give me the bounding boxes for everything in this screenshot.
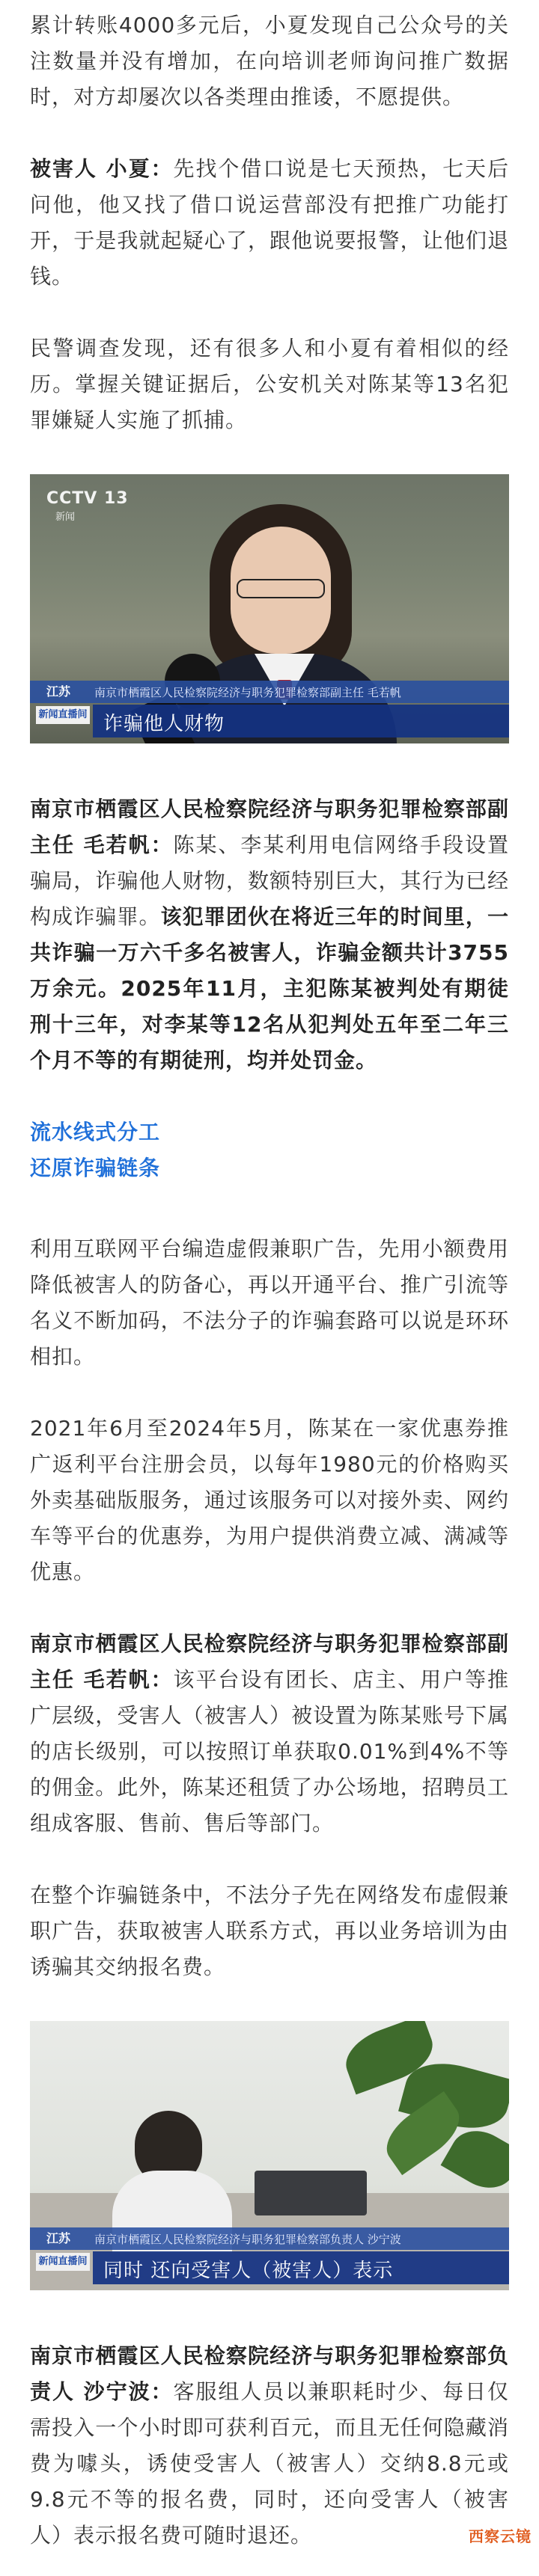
paragraph-8-text: 在整个诈骗链条中，不法分子先在网络发布虚假兼职广告，获取被害人联系方式，再以业务培训为由诱骗其交纳报名费。 bbox=[30, 1883, 509, 1979]
section-heading bbox=[30, 1114, 509, 1186]
caption-subtitle: 同时 还向受害人（被害人）表示 bbox=[103, 2260, 394, 2282]
paragraph-4-quote bbox=[30, 791, 509, 1079]
paragraph-5 bbox=[30, 1231, 509, 1375]
paragraph-5-text: 利用互联网平台编造虚假兼职广告，先用小额费用降低被害人的防备心，再以开通平台、推广引流等名义不断加码，不法分子的诈骗套路可以说是环环相扣。 bbox=[30, 1236, 509, 1369]
caption-program-tag: 新闻直播间 bbox=[36, 706, 90, 724]
section-heading-line-2: 还原诈骗链条 bbox=[30, 1156, 161, 1180]
caption-title: 南京市栖霞区人民检察院经济与职务犯罪检察部副主任 毛若帆 bbox=[94, 686, 401, 699]
quote-text: 先找个借口说是七天预热，七天后问他，他又找了借口说运营部没有把推广功能打开，于是我就起疑心了，跟他说要报警，让他们退钱。 bbox=[30, 156, 509, 289]
paragraph-9-quote bbox=[30, 2338, 509, 2554]
quote-speaker: 被害人 小夏： bbox=[30, 156, 174, 181]
news-screenshot-1 bbox=[30, 474, 509, 743]
paragraph-6-text: 2021年6月至2024年5月，陈某在一家优惠券推广返利平台注册会员，以每年1980元的价格购买外卖基础版服务，通过该服务可以对接外卖、网约车等平台的优惠券，为用户提供消费立减、满减等优惠。 bbox=[30, 1416, 509, 1584]
quote-speaker: 南京市栖霞区人民检察院经济与职务犯罪检察部负责人 沙宁波： bbox=[30, 2343, 509, 2404]
caption-region: 江苏 bbox=[46, 684, 71, 699]
caption-title: 南京市栖霞区人民检察院经济与职务犯罪检察部负责人 沙宁波 bbox=[94, 2233, 401, 2246]
quote-text: 客服组人员以兼职耗时少、每日仅需投入一个小时即可获利百元，而且无任何隐藏消费为噱头，诱使受害人（被害人）交纳8.8元或9.8元不等的报名费，同时，还向受害人（被害人）表示报名费可随时退还。 bbox=[30, 2379, 509, 2548]
quote-speaker: 南京市栖霞区人民检察院经济与职务犯罪检察部副主任 毛若帆： bbox=[30, 797, 509, 857]
lower-third-caption bbox=[30, 681, 509, 743]
quote-speaker: 南京市栖霞区人民检察院经济与职务犯罪检察部副主任 毛若帆： bbox=[30, 1631, 509, 1692]
cctv-channel-sub: 新闻 bbox=[55, 512, 76, 523]
quote-bold-text: 该犯罪团伙在将近三年的时间里，一共诈骗一万六千多名被害人，诈骗金额共计3755万余元。2025年11月，主犯陈某被判处有期徒刑十三年，对李某等12名从犯判处五年至二年三个月不等的有期徒刑，均并处罚金。 bbox=[30, 904, 509, 1073]
paragraph-1 bbox=[30, 7, 509, 115]
paragraph-1-text: 累计转账4000多元后，小夏发现自己公众号的关注数量并没有增加，在向培训老师询问推广数据时，对方却屡次以各类理由推诿，不愿提供。 bbox=[30, 13, 509, 109]
quote-text: 陈某、李某利用电信网络手段设置骗局，诈骗他人财物，数额特别巨大，其行为已经构成诈骗罪。 bbox=[30, 832, 509, 929]
paragraph-7-quote bbox=[30, 1626, 509, 1841]
paragraph-8 bbox=[30, 1877, 509, 1985]
paragraph-2-quote bbox=[30, 151, 509, 295]
paragraph-3-text: 民警调查发现，还有很多人和小夏有着相似的经历。掌握关键证据后，公安机关对陈某等13名犯罪嫌疑人实施了抓捕。 bbox=[30, 336, 509, 432]
paragraph-3 bbox=[30, 331, 509, 438]
paragraph-6 bbox=[30, 1411, 509, 1590]
news-screenshot-2 bbox=[30, 2021, 509, 2290]
caption-region: 江苏 bbox=[46, 2231, 71, 2245]
caption-program-tag: 新闻直播间 bbox=[36, 2253, 90, 2271]
interviewee-glasses bbox=[237, 579, 325, 598]
laptop-icon bbox=[255, 2171, 367, 2215]
lower-third-caption bbox=[30, 2227, 509, 2290]
quote-text: 该平台设有团长、店主、用户等推广层级，受害人（被害人）被设置为陈某账号下属的店长级别，可以按照订单获取0.01%到4%不等的佣金。此外，陈某还租赁了办公场地，招聘员工组成客服、售前、售后等部门。 bbox=[30, 1667, 509, 1836]
caption-subtitle: 诈骗他人财物 bbox=[103, 713, 225, 735]
article-body bbox=[0, 7, 539, 2554]
section-heading-line-1: 流水线式分工 bbox=[30, 1120, 161, 1144]
cctv-logo: CCTV 13 bbox=[46, 489, 129, 508]
watermark-logo: 西察云镜 bbox=[469, 2527, 532, 2545]
